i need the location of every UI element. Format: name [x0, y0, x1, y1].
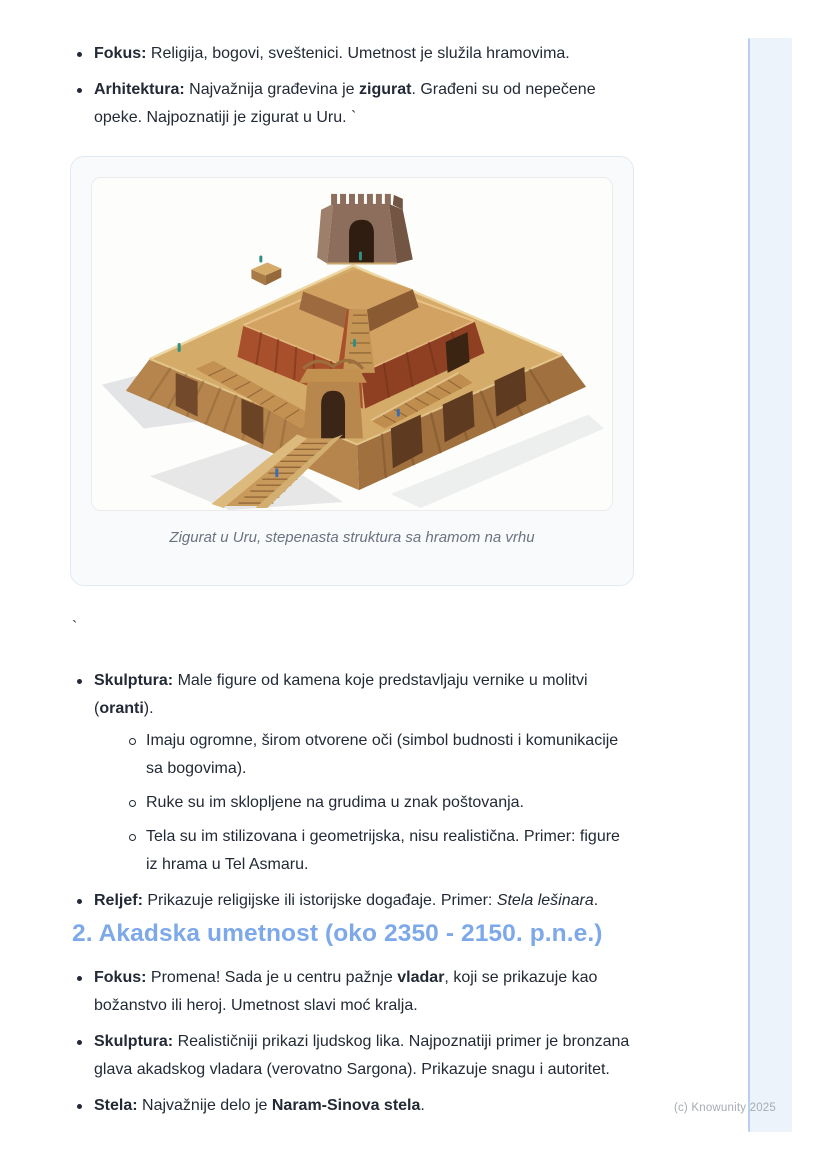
watermark-text: (c) Knowunity 2025 [673, 1102, 776, 1114]
list-item-text: Reljef: Prikazuje religijske ili istorijske događaje. Primer: Stela lešinara. [94, 892, 599, 909]
figure-image-frame [91, 177, 613, 511]
bullet-dot-icon [77, 679, 82, 684]
sub-list-item [124, 823, 632, 879]
bullet-dot-icon [77, 1104, 82, 1109]
list-item-text: Skulptura: Realističniji prikazi ljudskog lika. Najpoznatiji primer je bronzana glava akadskog vladara (verovatno Sargona). Prikazuje snagu i autoritet. [94, 1033, 630, 1078]
stray-backtick-text: ` [72, 619, 78, 636]
bullet-circle-icon [129, 834, 136, 841]
list-item [72, 1028, 632, 1084]
list-item-text: Stela: Najvažnije delo je Naram-Sinova stela. [94, 1097, 425, 1114]
list-item [72, 1092, 632, 1120]
section-heading-akkadian: 2. Akadska umetnost (oko 2350 - 2150. p.n.e.) [72, 920, 603, 947]
intro-bullet-list [72, 40, 632, 132]
bullet-dot-icon [77, 976, 82, 981]
list-item [72, 40, 632, 68]
ziggurat-illustration [92, 178, 612, 510]
bullet-dot-icon [77, 88, 82, 93]
list-item [72, 887, 632, 915]
list-item [72, 76, 632, 132]
list-item-text: Arhitektura: Najvažnija građevina je zigurat. Građeni su od nepečene opeke. Najpoznatiji je zigurat u Uru. ` [94, 81, 596, 126]
figure-caption: Zigurat u Uru, stepenasta struktura sa hramom na vrhu [169, 529, 535, 546]
figure-card [70, 156, 634, 586]
sumer-sub-list [124, 727, 632, 879]
bullet-circle-icon [129, 738, 136, 745]
sub-list-item [124, 789, 632, 817]
list-item-text: Tela su im stilizovana i geometrijska, nisu realistična. Primer: figure iz hrama u Tel Asmaru. [146, 828, 620, 873]
list-item [72, 667, 632, 879]
list-item-text: Ruke su im sklopljene na grudima u znak poštovanja. [146, 794, 524, 811]
bullet-dot-icon [77, 52, 82, 57]
bullet-dot-icon [77, 1040, 82, 1045]
bullet-dot-icon [77, 899, 82, 904]
list-item [72, 964, 632, 1020]
bullet-circle-icon [129, 800, 136, 807]
list-item-text: Imaju ogromne, širom otvorene oči (simbol budnosti i komunikacije sa bogovima). [146, 732, 619, 777]
right-margin-bar [748, 38, 792, 1132]
list-item-text: Fokus: Religija, bogovi, sveštenici. Umetnost je služila hramovima. [94, 45, 570, 62]
list-item-text: Skulptura: Male figure od kamena koje predstavljaju vernike u molitvi (oranti). [94, 672, 588, 717]
sub-list-item [124, 727, 632, 783]
list-item-text: Fokus: Promena! Sada je u centru pažnje vladar, koji se prikazuje kao božanstvo ili heroj. Umetnost slavi moć kralja. [94, 969, 598, 1014]
akkadian-bullet-list [72, 964, 632, 1120]
sumer-bullet-list [72, 667, 632, 915]
